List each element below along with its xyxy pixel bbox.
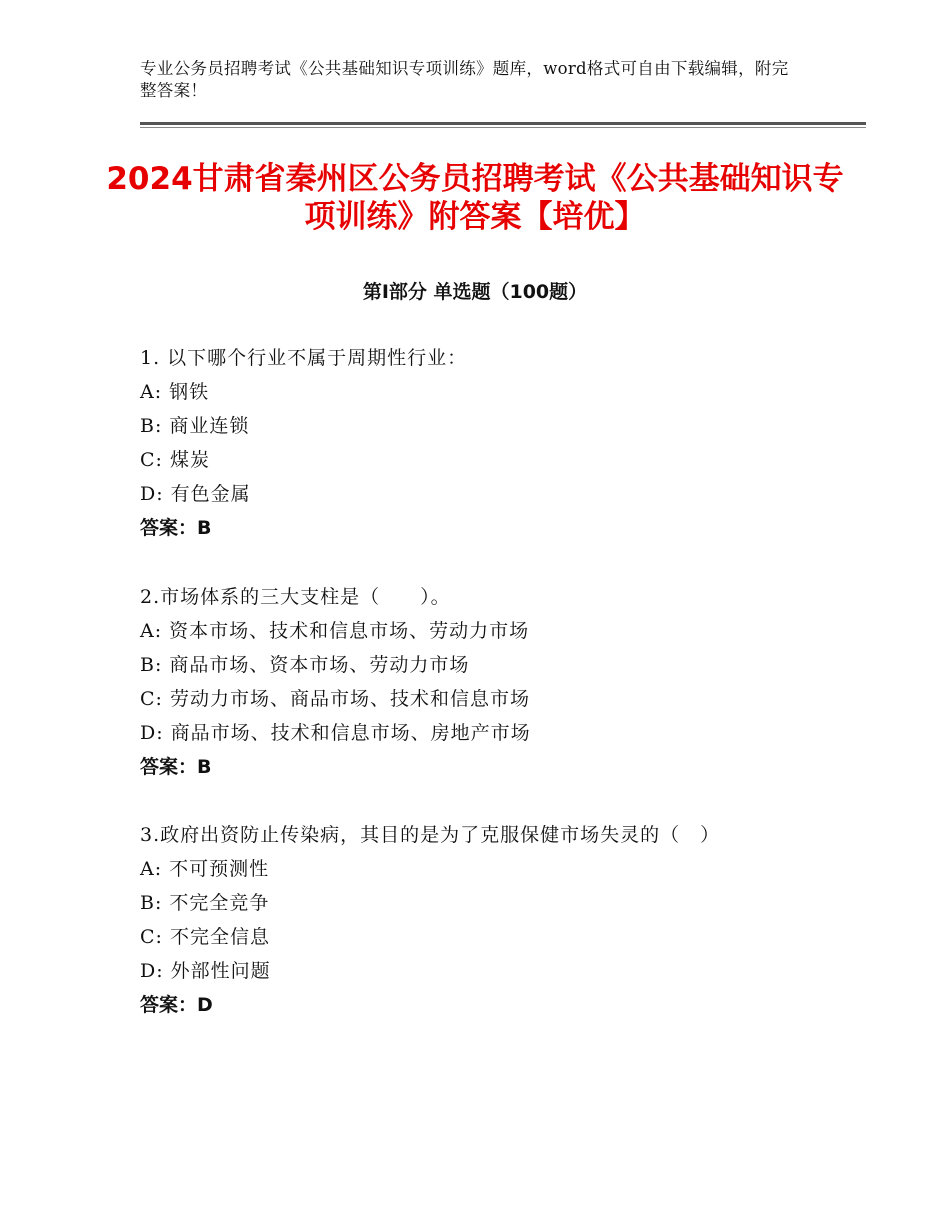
- answer-line: [140, 750, 860, 784]
- answer-line: [140, 988, 860, 1022]
- option-d: D: 外部性问题: [140, 960, 271, 982]
- answer-label: 答案：: [140, 517, 198, 539]
- question-stem: 1. 以下哪个行业不属于周期性行业：: [140, 347, 468, 369]
- question-2: [140, 580, 860, 784]
- question-1: [140, 341, 860, 545]
- option-a: A: 钢铁: [140, 381, 210, 403]
- question-3: [140, 818, 860, 1022]
- option-c: C: 煤炭: [140, 449, 210, 471]
- question-stem: 3.政府出资防止传染病，其目的是为了克服保健市场失灵的（ ）: [140, 824, 721, 846]
- answer-line: [140, 511, 860, 545]
- header-rule-thin: [140, 127, 866, 128]
- option-b: B: 商业连锁: [140, 415, 250, 437]
- option-c: C: 劳动力市场、商品市场、技术和信息市场: [140, 688, 530, 710]
- option-b: B: 不完全竞争: [140, 892, 270, 914]
- section-heading: 第Ⅰ部分 单选题（100题）: [362, 281, 588, 303]
- option-b: B: 商品市场、资本市场、劳动力市场: [140, 654, 470, 676]
- option-d: D: 商品市场、技术和信息市场、房地产市场: [140, 722, 531, 744]
- answer-value: B: [197, 756, 212, 778]
- header-note: 专业公务员招聘考试《公共基础知识专项训练》题库，word格式可自由下载编辑，附完整答案！: [140, 59, 789, 100]
- header-rule-thick: [140, 122, 866, 125]
- answer-label: 答案：: [140, 994, 198, 1016]
- option-c: C: 不完全信息: [140, 926, 270, 948]
- question-stem: 2.市场体系的三大支柱是（ ）。: [140, 586, 451, 608]
- option-a: A: 资本市场、技术和信息市场、劳动力市场: [140, 620, 530, 642]
- option-a: A: 不可预测性: [140, 858, 270, 880]
- answer-label: 答案：: [140, 756, 198, 778]
- document-title: 2024甘肃省秦州区公务员招聘考试《公共基础知识专项训练》附答案【培优】: [106, 161, 844, 235]
- answer-value: B: [197, 517, 212, 539]
- answer-value: D: [197, 994, 213, 1016]
- option-d: D: 有色金属: [140, 483, 251, 505]
